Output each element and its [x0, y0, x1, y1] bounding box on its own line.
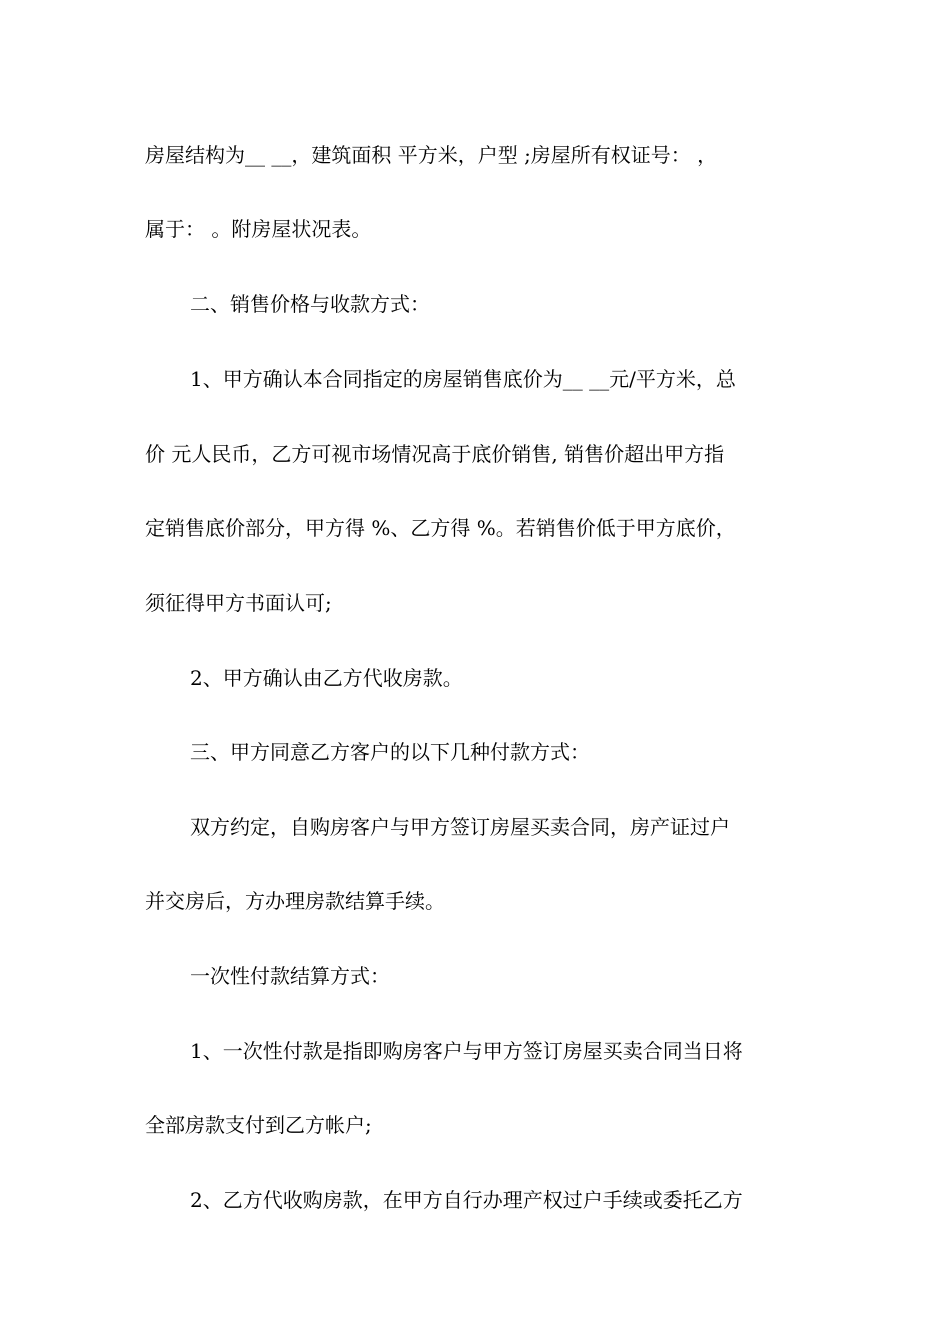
text-line: 2、甲方确认由乙方代收房款。: [190, 666, 463, 690]
text-line: 全部房款支付到乙方帐户;: [145, 1113, 372, 1137]
text-line: 1、一次性付款是指即购房客户与甲方签订房屋买卖合同当日将: [190, 1039, 743, 1063]
text-line: 房屋结构为__ __，建筑面积 平方米，户型 ;房屋所有权证号： ，: [145, 143, 718, 167]
text-line: 并交房后，方办理房款结算手续。: [145, 889, 445, 913]
subheading: 一次性付款结算方式：: [190, 964, 390, 988]
text-line: 价 元人民币，乙方可视市场情况高于底价销售, 销售价超出甲方指: [145, 442, 725, 466]
text-line: 属于： 。附房屋状况表。: [145, 217, 372, 241]
text-line: 须征得甲方书面认可;: [145, 591, 332, 615]
section-heading: 三、甲方同意乙方客户的以下几种付款方式：: [190, 740, 590, 764]
text-line: 定销售底价部分，甲方得 %、乙方得 %。若销售价低于甲方底价，: [145, 516, 736, 540]
text-line: 双方约定，自购房客户与甲方签订房屋买卖合同，房产证过户: [190, 815, 730, 839]
text-line: 1、甲方确认本合同指定的房屋销售底价为__ __元/平方米，总: [190, 367, 736, 391]
text-line: 2、乙方代收购房款，在甲方自行办理产权过户手续或委托乙方: [190, 1188, 743, 1212]
section-heading: 二、销售价格与收款方式：: [190, 292, 430, 316]
